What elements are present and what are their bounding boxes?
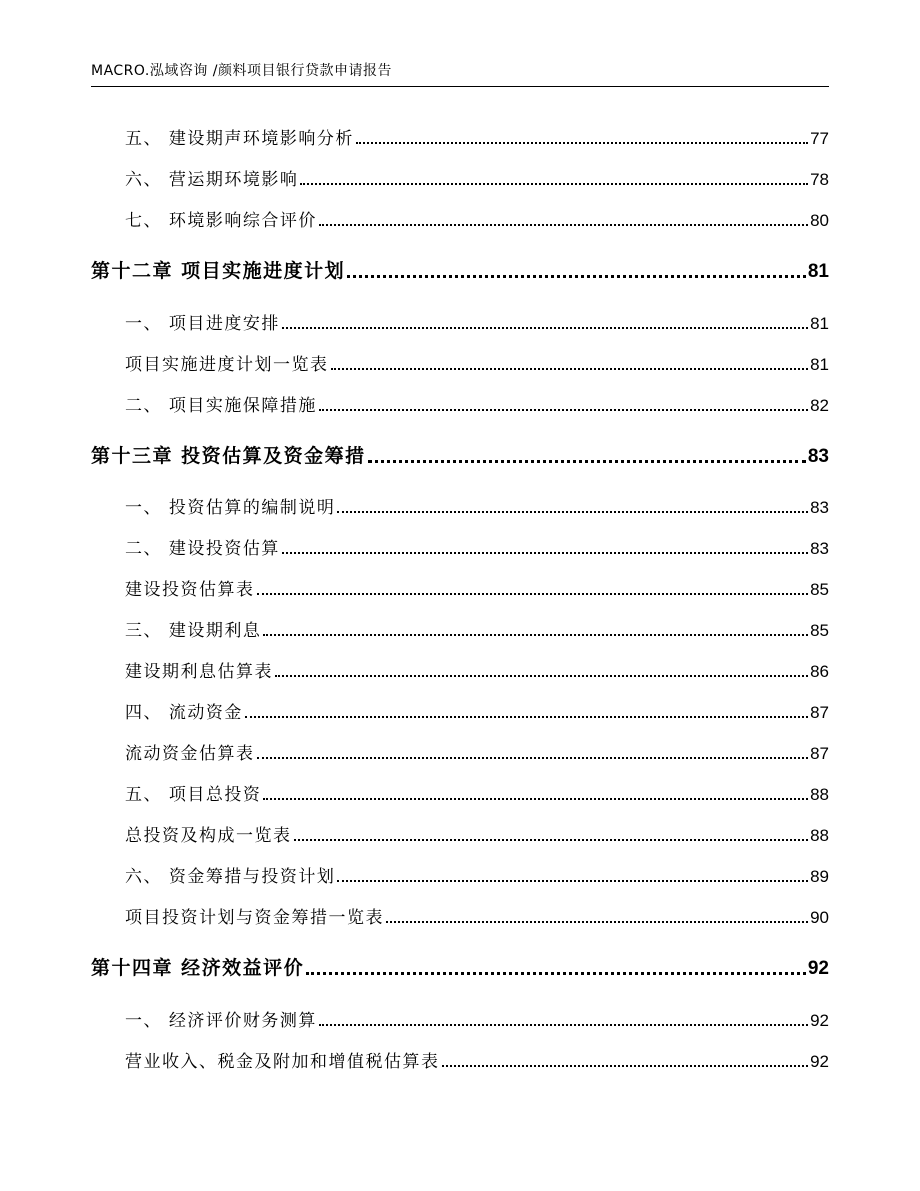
toc-page-number: 92 <box>810 1052 829 1071</box>
toc-page-number: 85 <box>810 621 829 640</box>
toc-page-number: 87 <box>810 744 829 763</box>
toc-entry[interactable] <box>125 616 829 641</box>
toc-chapter-entry[interactable] <box>91 441 829 468</box>
toc-entry[interactable] <box>125 206 829 231</box>
toc-leader <box>356 142 808 144</box>
toc-page-number: 82 <box>810 396 829 415</box>
toc-entry-title: 项目投资计划与资金筹措一览表 <box>125 908 384 928</box>
toc-page-number: 87 <box>810 703 829 722</box>
toc-entry-title: 建设期利息估算表 <box>125 662 273 682</box>
toc-entry[interactable] <box>125 309 829 334</box>
toc-leader <box>245 716 808 718</box>
toc-entry-title: 项目实施进度计划一览表 <box>125 355 329 375</box>
toc-entry[interactable] <box>125 1047 829 1072</box>
toc-page-number: 80 <box>810 211 829 230</box>
toc-leader <box>263 798 808 800</box>
toc-page-number: 83 <box>810 498 829 517</box>
toc-leader <box>282 327 808 329</box>
toc-entry[interactable] <box>125 124 829 149</box>
toc-entry[interactable] <box>125 1006 829 1031</box>
toc-leader <box>306 972 806 975</box>
toc-entry-title: 流动资金估算表 <box>125 744 255 764</box>
toc-entry-title: 第十三章 投资估算及资金筹措 <box>91 445 366 467</box>
toc-entry-title: 五、 建设期声环境影响分析 <box>125 129 354 149</box>
toc-entry-title: 建设投资估算表 <box>125 580 255 600</box>
toc-entry[interactable] <box>125 657 829 682</box>
toc-entry-title: 六、 资金筹措与投资计划 <box>125 867 336 887</box>
toc-page-number: 81 <box>807 261 829 282</box>
toc-leader <box>386 921 808 923</box>
toc-entry[interactable] <box>125 575 829 600</box>
toc-page-number: 83 <box>807 446 829 467</box>
toc-leader <box>337 511 808 513</box>
toc-page-number: 81 <box>810 355 829 374</box>
toc-leader <box>319 409 808 411</box>
toc-page-number: 77 <box>810 129 829 148</box>
toc-entry[interactable] <box>125 739 829 764</box>
toc-entry-title: 总投资及构成一览表 <box>125 826 292 846</box>
toc-entry-title: 第十四章 经济效益评价 <box>91 957 305 979</box>
toc-leader <box>319 1024 808 1026</box>
toc-entry-title: 一、 经济评价财务测算 <box>125 1011 317 1031</box>
toc-leader <box>442 1065 809 1067</box>
toc-entry[interactable] <box>125 493 829 518</box>
toc-page-number: 90 <box>810 908 829 927</box>
header-rule <box>91 86 829 87</box>
toc-entry-title: 七、 环境影响综合评价 <box>125 211 317 231</box>
toc-leader <box>368 460 806 463</box>
toc-leader <box>319 224 808 226</box>
toc-leader <box>282 552 808 554</box>
toc-entry[interactable] <box>125 391 829 416</box>
toc-leader <box>331 368 809 370</box>
toc-entry[interactable] <box>125 698 829 723</box>
toc-entry[interactable] <box>125 862 829 887</box>
toc-page-number: 78 <box>810 170 829 189</box>
toc-entry-title: 五、 项目总投资 <box>125 785 262 805</box>
toc-entry-title: 二、 建设投资估算 <box>125 539 280 559</box>
toc-entry[interactable] <box>125 534 829 559</box>
toc-entry-title: 六、 营运期环境影响 <box>125 170 299 190</box>
toc-leader <box>294 839 809 841</box>
toc-page-number: 88 <box>810 826 829 845</box>
toc-entry-title: 三、 建设期利息 <box>125 621 262 641</box>
toc-page-number: 89 <box>810 867 829 886</box>
toc-page-number: 81 <box>810 314 829 333</box>
toc-leader <box>257 757 809 759</box>
toc-chapter-entry[interactable] <box>91 256 829 283</box>
toc-page-number: 86 <box>810 662 829 681</box>
toc-entry[interactable] <box>125 165 829 190</box>
toc-entry-title: 一、 投资估算的编制说明 <box>125 498 336 518</box>
toc-leader <box>257 593 809 595</box>
page-header: MACRO.泓域咨询 /颜料项目银行贷款申请报告 <box>91 63 392 79</box>
toc-page-number: 92 <box>807 958 829 979</box>
toc-chapter-entry[interactable] <box>91 953 829 980</box>
toc-leader <box>347 275 806 278</box>
toc-entry-title: 一、 项目进度安排 <box>125 314 280 334</box>
toc-page-number: 85 <box>810 580 829 599</box>
toc-page-number: 88 <box>810 785 829 804</box>
toc-leader <box>300 183 808 185</box>
toc-entry[interactable] <box>125 780 829 805</box>
toc-leader <box>263 634 808 636</box>
toc-leader <box>337 880 808 882</box>
toc-entry[interactable] <box>125 903 829 928</box>
toc-page-number: 83 <box>810 539 829 558</box>
toc-entry-title: 第十二章 项目实施进度计划 <box>91 260 346 282</box>
toc-entry-title: 二、 项目实施保障措施 <box>125 396 317 416</box>
toc-entry[interactable] <box>125 821 829 846</box>
toc-entry-title: 四、 流动资金 <box>125 703 243 723</box>
toc-leader <box>275 675 808 677</box>
toc-page-number: 92 <box>810 1011 829 1030</box>
toc-entry[interactable] <box>125 350 829 375</box>
toc-entry-title: 营业收入、税金及附加和增值税估算表 <box>125 1052 440 1072</box>
